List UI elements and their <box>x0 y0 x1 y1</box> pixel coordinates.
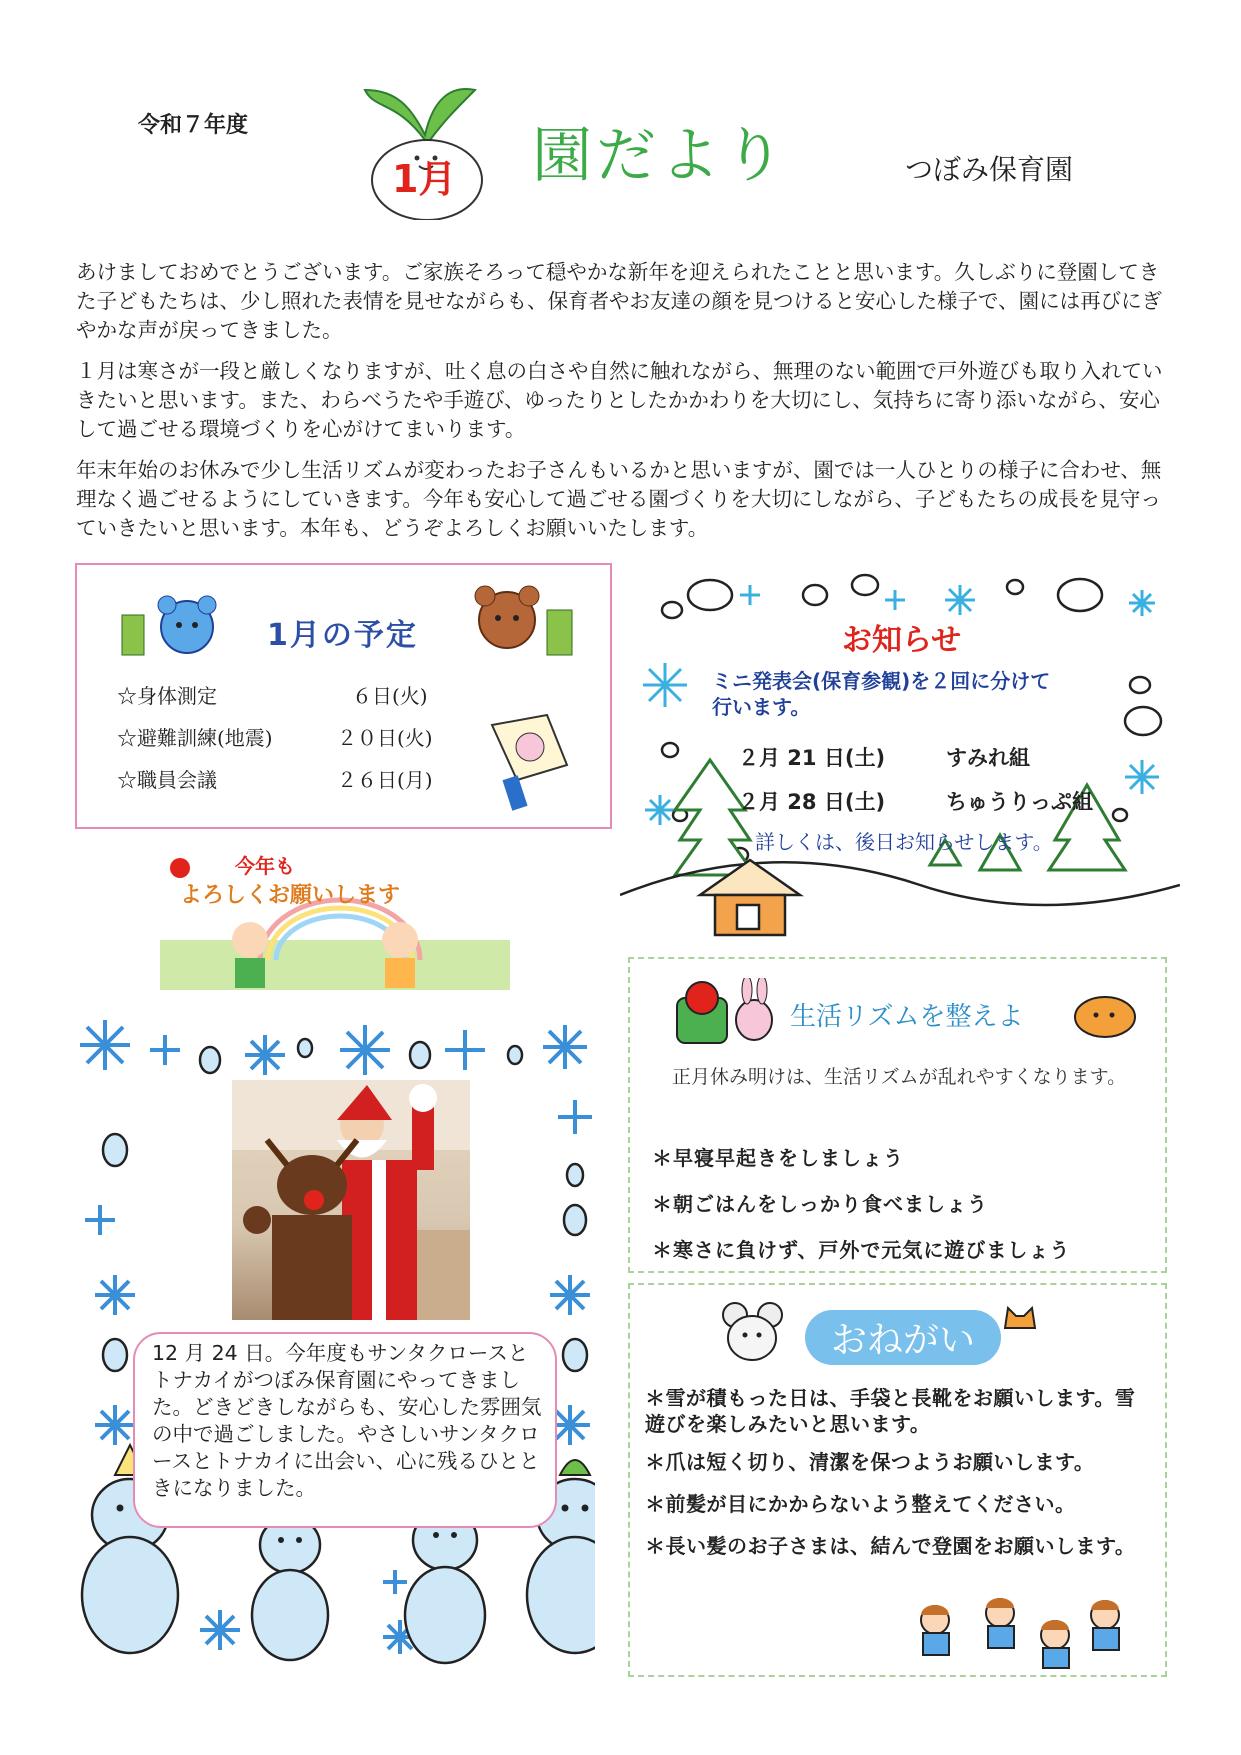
schedule-item-date: ２６日(月) <box>337 768 433 792</box>
photo-caption: 12 月 24 日。今年度もサンタクロースとトナカイがつぼみ保育園にやってきました。どきどきしながらも、安心した雰囲気の中で過ごしました。やさしいサンタクロースとトナカイに出会い、心に残るひとときになりました。 <box>152 1341 542 1500</box>
intro-paragraph: 年末年始のお休みで少し生活リズムが変わったお子さんもいるかと思いますが、園では一人ひとりの様子に合わせ、無理なく過ごせるようにしていきます。今年も安心して過ごせる園づくりを大切にしながら、子どもたちの成長を見守っていきたいと思います。本年も、どうぞよろしくお願いいたします。 <box>76 458 1162 540</box>
rhythm-title: 生活リズムを整えよ <box>790 1002 1024 1032</box>
lion-dance-rabbit-icon <box>672 978 782 1048</box>
schedule-item <box>117 722 433 751</box>
notice-group: ちゅうりっぷ組 <box>946 790 1093 814</box>
schedule-item-label: ☆身体測定 <box>117 684 217 708</box>
rhythm-item: ＊早寝早起きをしましょう <box>652 1146 904 1170</box>
request-item: ＊長い髪のお子さまは、結んで登園をお願いします。 <box>645 1534 1136 1558</box>
cat-peek-icon <box>1000 1300 1040 1330</box>
notice-text <box>712 668 1050 720</box>
schedule-box <box>75 563 612 829</box>
notice-date: ２月 21 日(土) <box>738 746 886 770</box>
intro-paragraph: １月は寒さが一段と厳しくなりますが、吐く息の白さや自然に触れながら、無理のない範囲で戸外遊びも取り入れていきたいと思います。また、わらべうたや手遊び、ゆったりとしたかかわりを大切にし、気持ちに寄り添いながら、安心して過ごせる環境づくりを心がけてまいります。 <box>76 359 1163 441</box>
request-item: ＊雪が積もった日は、手袋と長靴をお願いします。雪遊びを楽しみたいと思います。 <box>645 1386 1136 1436</box>
schedule-item-label: ☆職員会議 <box>117 768 217 792</box>
schedule-title: 1月の予定 <box>267 618 418 653</box>
school-name: つぼみ保育園 <box>905 153 1074 186</box>
greeting-line1: 今年も <box>235 854 295 878</box>
mouse-icon <box>715 1300 790 1365</box>
notice-later: 詳しくは、後日お知らせします。 <box>755 830 1053 854</box>
intro-text <box>76 258 1166 555</box>
intro-paragraph: あけましておめでとうございます。ご家族そろって穏やかな新年を迎えられたことと思います。久しぶりに登園してきた子どもたちは、少し照れた表情を見せながらも、保育者やお友達の顔を見つけると安心した様子で、園には再びにぎやかな声が戻ってきました。 <box>76 260 1163 342</box>
notice-date: ２月 28 日(土) <box>738 790 886 814</box>
santa-reindeer-photo <box>232 1080 470 1320</box>
schedule-item <box>117 680 428 709</box>
schedule-item <box>117 764 433 793</box>
bear-kimono-icon <box>452 580 582 665</box>
hagoita-icon <box>472 705 592 815</box>
notice-text-line: ミニ発表会(保育参観)を２回に分けて <box>712 669 1051 693</box>
request-title: おねがい <box>805 1310 1001 1365</box>
schedule-item-date: ２０日(火) <box>337 726 433 750</box>
rhythm-item: ＊寒さに負けず、戸外で元気に遊びましょう <box>652 1238 1071 1262</box>
schedule-item-label: ☆避難訓練(地震) <box>117 726 273 750</box>
rhythm-item: ＊朝ごはんをしっかり食べましょう <box>652 1192 988 1216</box>
request-item: ＊前髪が目にかからないよう整えてください。 <box>645 1492 1076 1516</box>
santa-reindeer-illustration <box>232 1080 470 1320</box>
notice-group: すみれ組 <box>946 746 1030 770</box>
notice-text-line: 行います。 <box>712 695 811 719</box>
notice-title: お知らせ <box>842 623 962 658</box>
request-item: ＊爪は短く切り、清潔を保つようお願いします。 <box>645 1450 1095 1474</box>
greeting-line2: よろしくお願いします <box>180 883 401 908</box>
rhythm-intro: 正月休み明けは、生活リズムが乱れやすくなります。 <box>672 1066 1127 1088</box>
children-running-illustration <box>905 1595 1135 1670</box>
fiscal-year: 令和７年度 <box>138 113 249 138</box>
greeting-banner <box>160 840 510 990</box>
schedule-item-date: ６日(火) <box>352 684 428 708</box>
page-title: 園だより <box>532 121 788 191</box>
month-badge: 1月 <box>392 157 457 201</box>
cat-icon <box>1070 985 1140 1040</box>
bear-kadomatsu-icon <box>117 585 227 665</box>
children-rainbow-illustration <box>160 840 510 990</box>
